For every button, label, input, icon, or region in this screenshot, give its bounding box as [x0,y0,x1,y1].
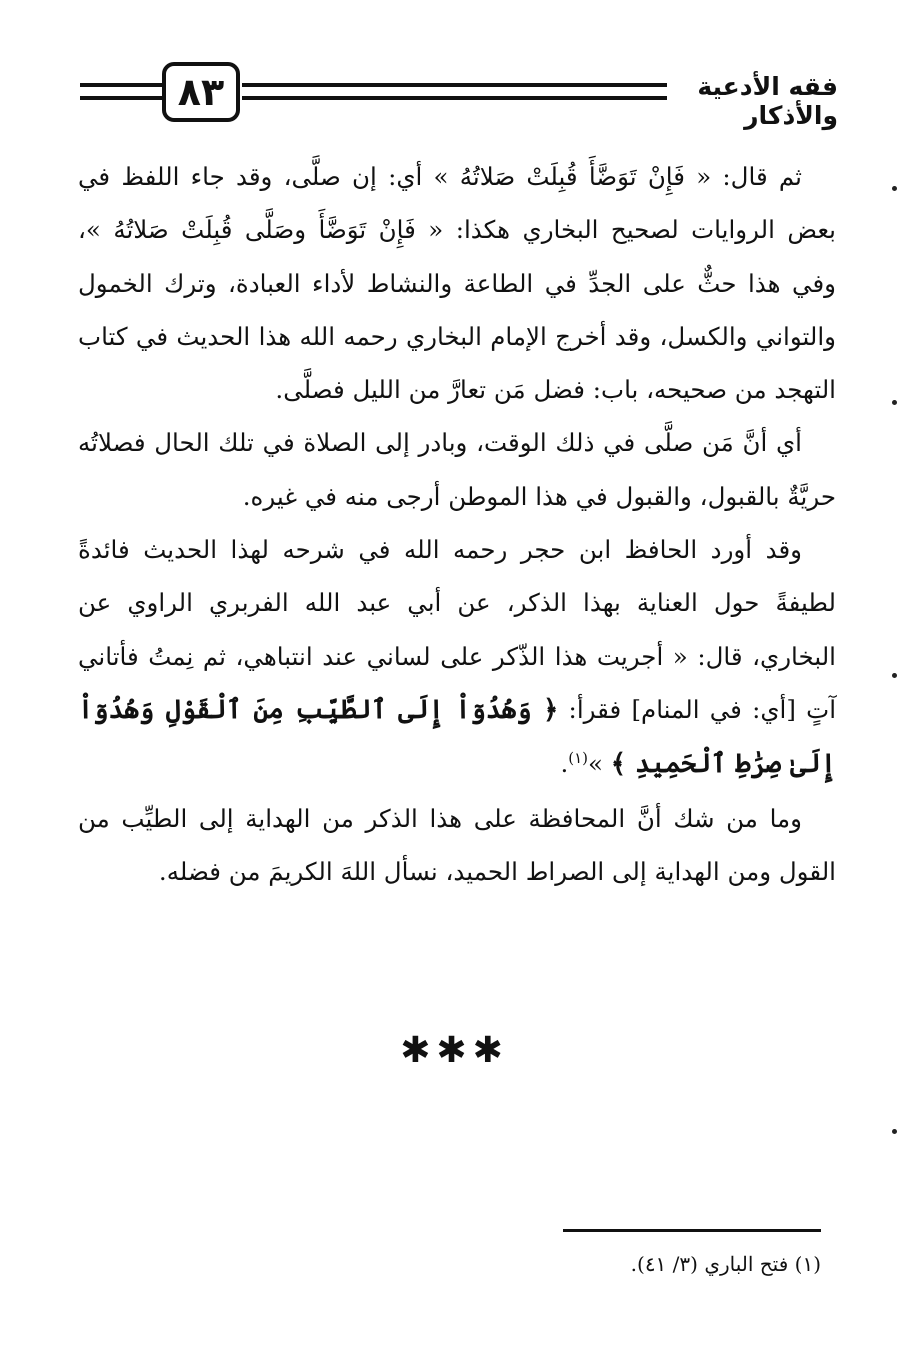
header-rule [80,96,162,100]
book-title: فقه الأدعية والأذكار [697,72,838,130]
margin-mark [892,673,897,678]
page-header [70,60,838,130]
paragraph: وما من شك أنَّ المحافظة على هذا الذكر من الهداية إلى الطيِّب من القول ومن الهداية إلى الصراط الحميد، نسأل اللهَ الكريمَ من فضله. [78,803,836,886]
section-separator: ✱✱✱ [400,1030,509,1071]
page-number: ٨٣ [162,62,240,122]
paragraph: ثم قال: « فَإِنْ تَوَضَّأَ قُبِلَتْ صَلاتُهُ » أي: إن صلَّى، وقد جاء اللفظ في بعض الروايات لصحيح البخاري هكذا: « فَإِنْ تَوَضَّأَ وصَلَّى قُبِلَتْ صَلاتُهُ »، وفي هذا حثٌّ على الجدِّ في الطاعة والنشاط لأداء العبادة، وترك الخمول والتواني والكسل، وقد أخرج الإمام البخاري رحمه الله هذا الحديث في كتاب التهجد من صحيحه، باب: فضل مَن تعارَّ من الليل فصلَّى. [78,162,836,405]
paragraph: أي أنَّ مَن صلَّى في ذلك الوقت، وبادر إلى الصلاة في تلك الحال فصلاتُه حريَّةٌ بالقبول، والقبول في هذا الموطن أرجى منه في غيره. [78,428,836,511]
footnote-marker[interactable]: (١) [568,749,589,768]
margin-mark [892,1129,897,1134]
sentence-end: . [560,749,569,779]
paragraph [78,523,836,791]
footnote-divider [563,1229,821,1232]
margin-mark [892,400,897,405]
header-rule [80,83,162,87]
footnote: (١) فتح الباري (٣/ ٤١). [630,1252,821,1276]
paragraph-text: وقد أورد الحافظ ابن حجر رحمه الله في شرحه لهذا الحديث فائدةً لطيفةً حول العناية بهذا الذكر، عن أبي عبد الله الفربري الراوي عن البخاري، قال: « أجريت هذا الذّكر على لساني عند انتباهي، ثم نِمتُ فأتاني آتٍ [أي: في المنام] فقرأ: [78,535,837,724]
header-rule [242,96,667,100]
main-text [78,150,836,898]
margin-mark [892,186,897,191]
header-rule [242,83,667,87]
quran-verse: ﴿ وَهُدُوٓاْ إِلَى ٱلطَّيِّبِ مِنَ ٱلْقَوْلِ وَهُدُوٓاْ إِلَىٰ صِرَٰطِ ٱلْحَمِيدِ ﴾ [78,694,836,780]
quote-close: » [588,749,611,779]
